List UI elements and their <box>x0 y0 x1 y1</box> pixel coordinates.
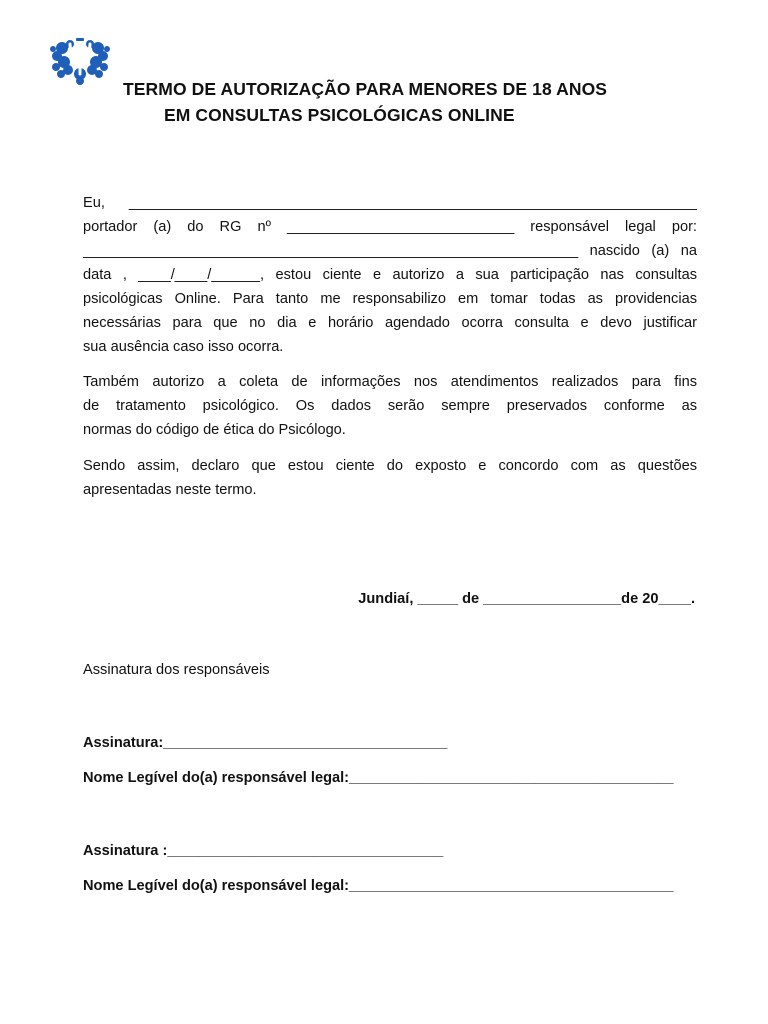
paragraph-line: necessárias para que no dia e horário agendado ocorra consulta e devo justificar <box>83 315 697 331</box>
signature-field-2: Assinatura :__________________________________ <box>83 843 444 859</box>
signature-field-1: Assinatura:___________________________________ <box>83 735 448 751</box>
document-title-line-2: EM CONSULTAS PSICOLÓGICAS ONLINE <box>164 105 515 125</box>
paragraph-line: Também autorizo a coleta de informações nos atendimentos realizados para fins <box>83 374 697 390</box>
paragraph-line: normas do código de ética do Psicólogo. <box>83 422 346 438</box>
paragraph-line: _____________________________________________________________ nascido (a) na <box>83 243 697 259</box>
place-date-line: Jundiaí, _____ de _________________de 20____. <box>358 591 695 607</box>
paragraph-line: sua ausência caso isso ocorra. <box>83 339 284 355</box>
document-title-line-1: TERMO DE AUTORIZAÇÃO PARA MENORES DE 18 ANOS <box>123 79 608 99</box>
authorization-paragraph <box>83 191 697 359</box>
paragraph-line: data , ____/____/______, estou ciente e autorizo a sua participação nas consultas <box>83 267 697 283</box>
data-collection-paragraph <box>83 370 697 442</box>
psi-logo-icon <box>48 34 112 86</box>
legible-name-field-1: Nome Legível do(a) responsável legal:________________________________________ <box>83 770 674 786</box>
paragraph-line: portador (a) do RG nº ____________________________ responsável legal por: <box>83 219 697 235</box>
paragraph-line: apresentadas neste termo. <box>83 482 257 498</box>
paragraph-line: Sendo assim, declaro que estou ciente do exposto e concordo com as questões <box>83 458 697 474</box>
paragraph-line: Eu, ______________________________________________________________________ <box>83 195 697 211</box>
signature-heading: Assinatura dos responsáveis <box>83 662 270 678</box>
legible-name-field-2: Nome Legível do(a) responsável legal:________________________________________ <box>83 878 674 894</box>
declaration-paragraph <box>83 454 697 502</box>
paragraph-line: de tratamento psicológico. Os dados serão sempre preservados conforme as <box>83 398 697 414</box>
paragraph-line: psicológicas Online. Para tanto me responsabilizo em tomar todas as providencias <box>83 291 697 307</box>
